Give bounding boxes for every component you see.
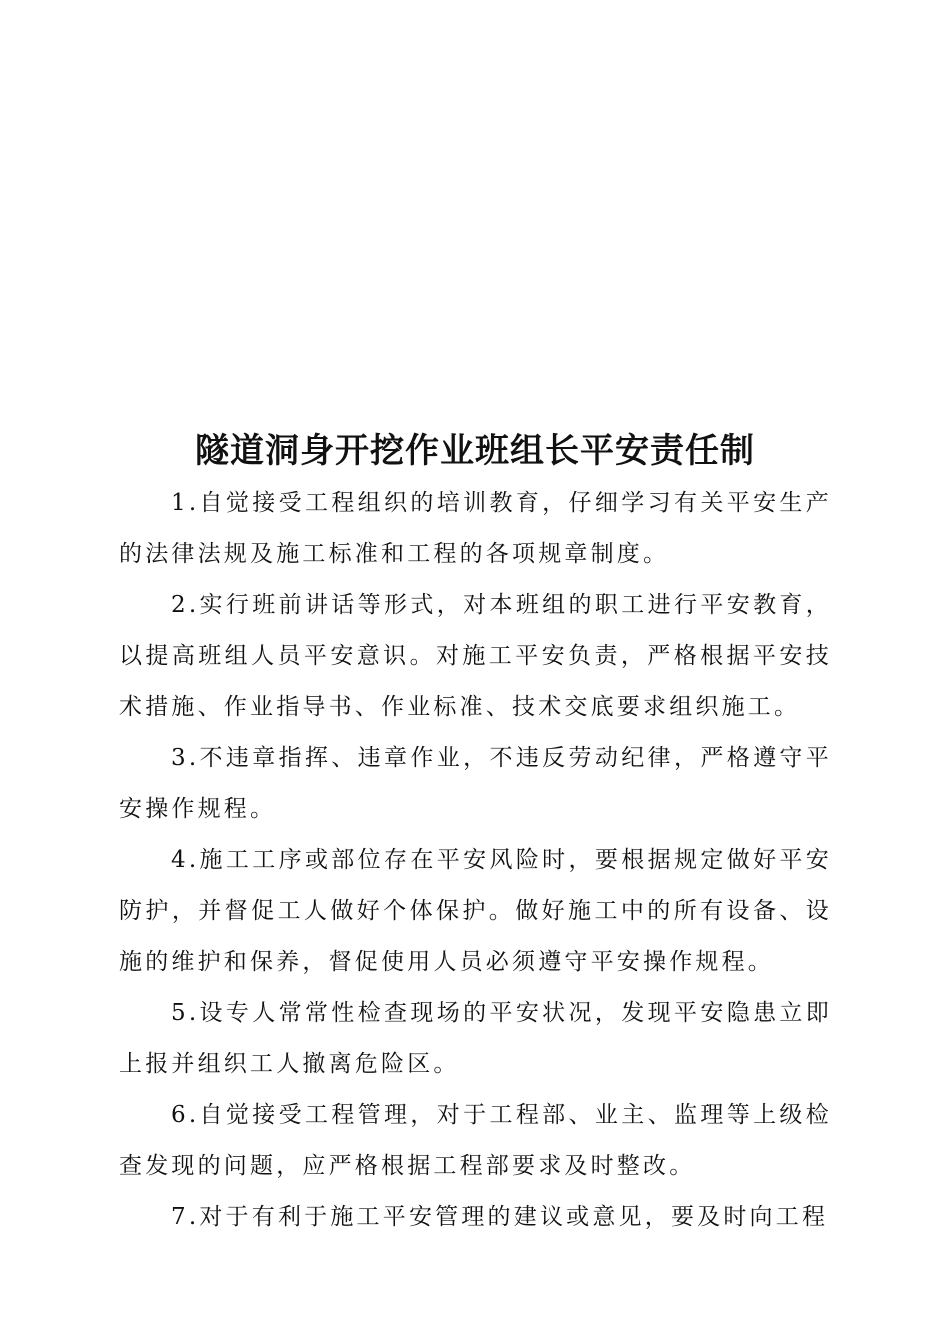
document-body xyxy=(119,478,832,1243)
paragraph-3: 3.不违章指挥、违章作业，不违反劳动纪律，严格遵守平安操作规程。 xyxy=(119,745,832,822)
paragraph-7: 7.对于有利于施工平安管理的建议或意见，要及时向工程 xyxy=(171,1204,829,1230)
paragraph-4: 4.施工工序或部位存在平安风险时，要根据规定做好平安防护，并督促工人做好个体保护。做好施工中的所有设备、设施的维护和保养，督促使用人员必须遵守平安操作规程。 xyxy=(119,847,832,975)
document-title: 隧道洞身开挖作业班组长平安责任制 xyxy=(195,431,755,471)
paragraph-2: 2.实行班前讲话等形式，对本班组的职工进行平安教育，以提高班组人员平安意识。对施工平安负责，严格根据平安技术措施、作业指导书、作业标准、技术交底要求组织施工。 xyxy=(119,592,832,720)
paragraph-1: 1.自觉接受工程组织的培训教育，仔细学习有关平安生产的法律法规及施工标准和工程的各项规章制度。 xyxy=(119,490,832,567)
paragraph-5: 5.设专人常常性检查现场的平安状况，发现平安隐患立即上报并组织工人撤离危险区。 xyxy=(119,1000,832,1077)
paragraph-6: 6.自觉接受工程管理，对于工程部、业主、监理等上级检查发现的问题，应严格根据工程部要求及时整改。 xyxy=(119,1102,832,1179)
